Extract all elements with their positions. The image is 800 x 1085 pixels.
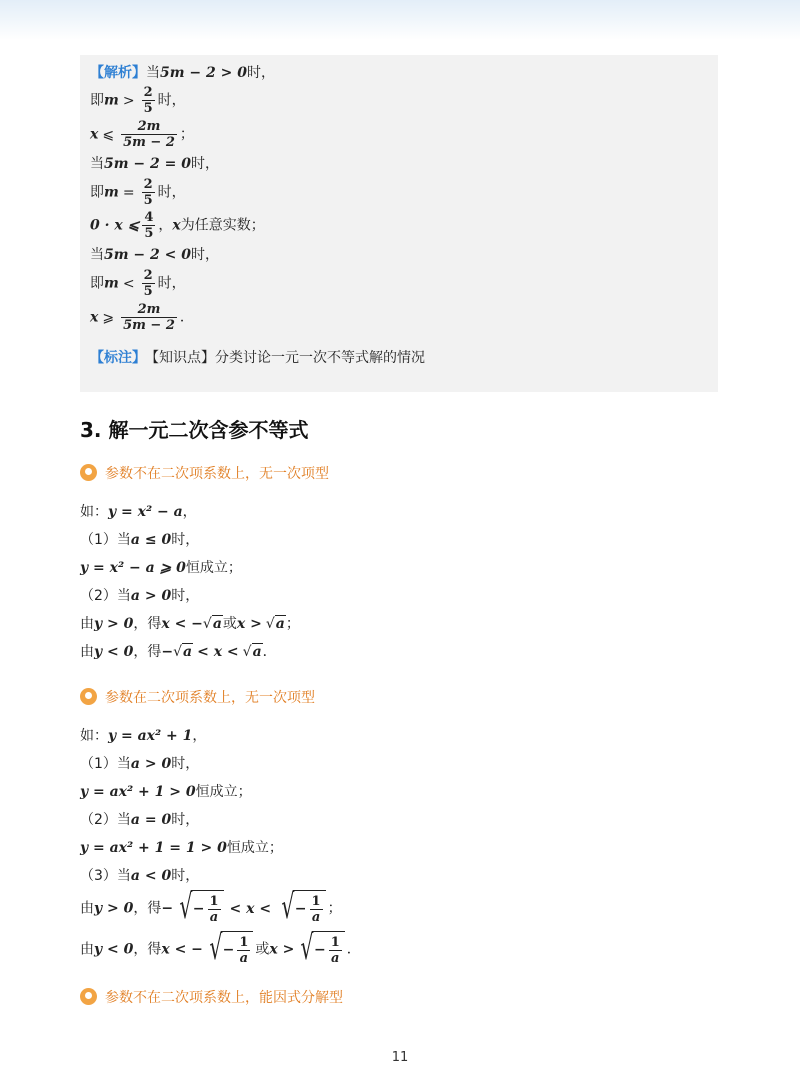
note-tag: 【标注】 <box>90 350 146 366</box>
analysis-line-2: 即m > $\frac{2}{5}$ 时， <box>90 85 186 116</box>
analysis-line-8: 即m < $\frac{2}{5}$ 时， <box>90 268 186 299</box>
type2-line-6: （3）当a < 0时， <box>80 868 200 884</box>
type2-line-5: y = ax² + 1 = 1 > 0恒成立； <box>80 840 283 856</box>
type2-line-3: y = ax² + 1 > 0恒成立； <box>80 784 252 800</box>
sqrt: √ − $\frac{1}{a}$ <box>277 890 325 927</box>
fraction: $\frac{4}{5}$ <box>144 210 154 241</box>
section-title: 3. 解一元二次含参不等式 <box>80 418 309 442</box>
analysis-tag: 【解析】 <box>90 65 146 81</box>
analysis-line-3: x ⩽ $\frac{2m}{5m - 2}$ ； <box>90 119 194 150</box>
analysis-line-4: 当5m − 2 = 0时， <box>90 156 219 172</box>
sqrt: √a <box>173 644 193 660</box>
page-number: 11 <box>391 1050 409 1065</box>
fraction: $\frac{2}{5}$ <box>143 268 153 299</box>
analysis-line-5: 即m = $\frac{2}{5}$ 时， <box>90 177 186 208</box>
analysis-line-9: x ⩾ $\frac{2m}{5m - 2}$ ． <box>90 302 194 333</box>
sqrt: √ − $\frac{1}{a}$ <box>175 890 223 927</box>
type1-line-6: 由y < 0，得−√a < x < √a． <box>80 644 277 660</box>
type1-line-4: （2）当a > 0时， <box>80 588 200 604</box>
fraction: $\frac{2m}{5m - 2}$ <box>123 302 175 333</box>
fraction: $\frac{2m}{5m - 2}$ <box>123 119 175 150</box>
type2-line-1: 如：y = ax² + 1， <box>80 728 207 744</box>
subheading-type3: 参数不在二次项系数上，能因式分解型 <box>80 988 343 1008</box>
fraction: $\frac{2}{5}$ <box>143 177 153 208</box>
sqrt: √ − $\frac{1}{a}$ <box>296 931 344 968</box>
subheading-type2: 参数在二次项系数上，无一次项型 <box>80 688 315 708</box>
sqrt: √a <box>202 616 222 632</box>
type2-line-2: （1）当a > 0时， <box>80 756 200 772</box>
analysis-line-1: 【解析】当5m − 2 > 0时， <box>90 65 275 81</box>
subheading-type1: 参数不在二次项系数上，无一次项型 <box>80 464 329 484</box>
type1-line-2: （1）当a ≤ 0时， <box>80 532 200 548</box>
sqrt: √a <box>242 644 262 660</box>
type1-line-3: y = x² − a ⩾ 0恒成立； <box>80 560 242 576</box>
type2-line-7: 由y > 0，得− √ − $\frac{1}{a}$ < x < √ − $\frac{1}{a}$ ； <box>80 887 342 927</box>
header-band <box>0 0 800 40</box>
note-line: 【标注】 【知识点】分类讨论一元一次不等式解的情况 <box>90 350 425 366</box>
lightbulb-icon <box>80 464 97 481</box>
analysis-line-7: 当5m − 2 < 0时， <box>90 247 219 263</box>
lightbulb-icon <box>80 988 97 1005</box>
type2-line-8: 由y < 0，得x < − √ − $\frac{1}{a}$ 或x > √ − $\frac{1}{a}$ ． <box>80 928 361 968</box>
type2-line-4: （2）当a = 0时， <box>80 812 200 828</box>
fraction: $\frac{2}{5}$ <box>143 85 153 116</box>
analysis-box <box>80 55 718 392</box>
lightbulb-icon <box>80 688 97 705</box>
sqrt: √a <box>265 616 285 632</box>
type1-line-1: 如：y = x² − a， <box>80 504 197 520</box>
type1-line-5: 由y > 0，得x < −√a或x > √a； <box>80 616 300 632</box>
analysis-line-6: 0 · x ⩽ $\frac{4}{5}$ ，x为任意实数； <box>90 210 265 241</box>
sqrt: √ − $\frac{1}{a}$ <box>205 931 253 968</box>
